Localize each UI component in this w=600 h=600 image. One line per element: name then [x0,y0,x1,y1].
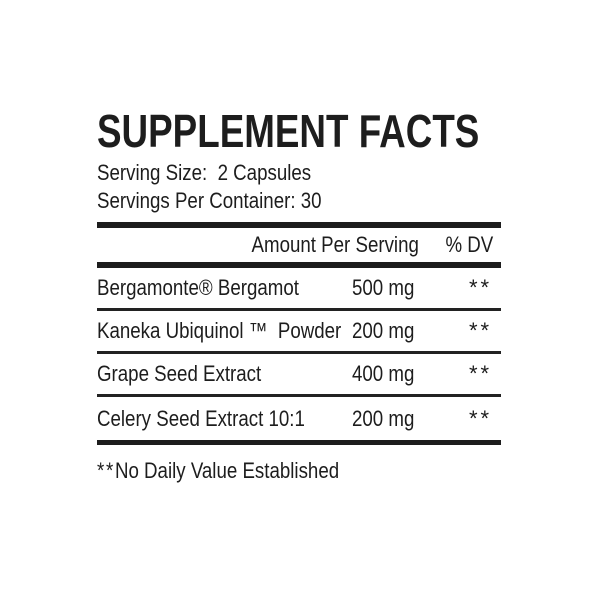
serving-size-text: Serving Size: 2 Capsules [97,160,312,185]
supplement-facts-panel [97,105,501,484]
ingredient-dv: ** [468,405,493,431]
serving-size-line [97,159,501,187]
ingredient-name: Grape Seed Extract [97,361,262,386]
footnote-text: No Daily Value Established [114,458,340,483]
ingredient-amount: 400 mg [352,361,415,386]
footnote [97,458,501,484]
table-row [97,268,501,311]
percent-dv-header: % DV [445,232,493,257]
panel-title: SUPPLEMENT FACTS [97,105,480,157]
ingredient-dv: ** [468,361,493,386]
table-row [97,354,501,397]
serving-info [97,159,501,215]
table-header-row [97,228,501,262]
bottom-rule [97,440,501,445]
ingredient-amount: 500 mg [352,275,415,300]
ingredient-table [97,268,501,440]
servings-per-container-text: Servings Per Container: 30 [97,188,322,213]
footnote-marker: ** [97,458,115,483]
ingredient-name: Kaneka Ubiquinol ™ Powder [97,318,342,343]
ingredient-name: Celery Seed Extract 10:1 [97,405,305,431]
amount-per-serving-header: Amount Per Serving [251,232,419,257]
ingredient-name: Bergamonte® Bergamot [97,275,299,300]
ingredient-amount: 200 mg [352,318,415,343]
ingredient-dv: ** [468,318,493,343]
ingredient-dv: ** [468,275,493,300]
table-row [97,311,501,354]
ingredient-amount: 200 mg [352,405,415,431]
servings-per-container-line [97,187,501,215]
table-row [97,397,501,440]
